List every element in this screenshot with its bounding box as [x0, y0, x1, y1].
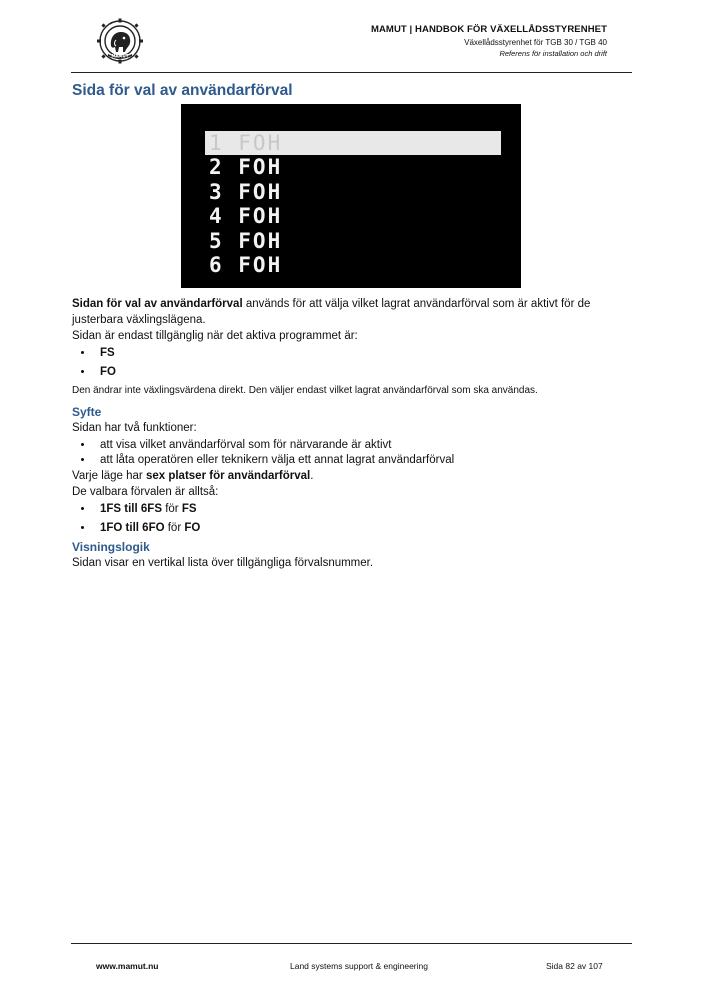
- preset-row: 3 FOH: [209, 179, 283, 204]
- availability-text: Sidan är endast tillgänglig när det aktiva programmet är:: [72, 330, 358, 342]
- list-item: • att låta operatören eller teknikern välja ett annat lagrat användarförval: [94, 453, 620, 468]
- function-list: [72, 438, 620, 468]
- header-divider: [71, 72, 632, 73]
- device-screen-photo: [181, 104, 521, 288]
- range-list: [72, 502, 620, 536]
- purpose-heading: Syfte: [72, 405, 102, 419]
- slots-text: Varje läge har sex platser för användarförval.: [72, 470, 314, 482]
- section-title: Sida för val av användarförval: [72, 82, 293, 99]
- list-item: • 1FS till 6FS för FS: [94, 502, 620, 517]
- direct-change-note: Den ändrar inte växlingsvärdena direkt. Den väljer endast vilket lagrat användarförval som ska användas.: [72, 385, 538, 396]
- manual-subtitle: Växellådsstyrenhet för TGB 30 / TGB 40: [464, 38, 607, 47]
- intro-bold: Sidan för val av användarförval: [72, 298, 243, 310]
- intro-text: används för att välja vilket lagrat användarförval som är aktivt för de justerbara växlingslägena.: [72, 298, 591, 326]
- intro-paragraph: [72, 296, 620, 328]
- list-item: • FS: [94, 346, 620, 361]
- preset-row: 1 FOH: [205, 131, 501, 155]
- preset-row: 6 FOH: [209, 252, 283, 277]
- list-item: • 1FO till 6FO för FO: [94, 521, 620, 536]
- page-content: [72, 82, 620, 571]
- selectable-lead: De valbara förvalen är alltså:: [72, 486, 219, 498]
- preset-list: [205, 131, 501, 277]
- footer-website: www.mamut.nu: [96, 961, 159, 971]
- footer-tagline: Land systems support & engineering: [290, 961, 428, 971]
- footer-divider: [71, 943, 632, 944]
- footer-page-number: Sida 82 av 107: [546, 961, 603, 971]
- list-item: • att visa vilket användarförval som för närvarande är aktivt: [94, 438, 620, 453]
- page-header: [371, 24, 607, 58]
- manual-title: MAMUT | HANDBOK FÖR VÄXELLÅDSSTYRENHET: [370, 24, 607, 35]
- preset-row: 5 FOH: [209, 228, 283, 253]
- list-item: • FO: [94, 365, 620, 380]
- display-logic-heading: Visningslogik: [72, 540, 150, 554]
- program-list: [72, 346, 620, 380]
- mamut-logo: [94, 18, 146, 64]
- svg-text:MAMUT: MAMUT: [111, 53, 129, 59]
- preset-row: 4 FOH: [209, 204, 283, 229]
- manual-note: Referens för installation och drift: [499, 49, 607, 58]
- display-logic-text: Sidan visar en vertikal lista över tillgängliga förvalsnummer.: [72, 557, 374, 569]
- preset-row: 2 FOH: [209, 155, 283, 180]
- purpose-lead: Sidan har två funktioner:: [72, 422, 197, 434]
